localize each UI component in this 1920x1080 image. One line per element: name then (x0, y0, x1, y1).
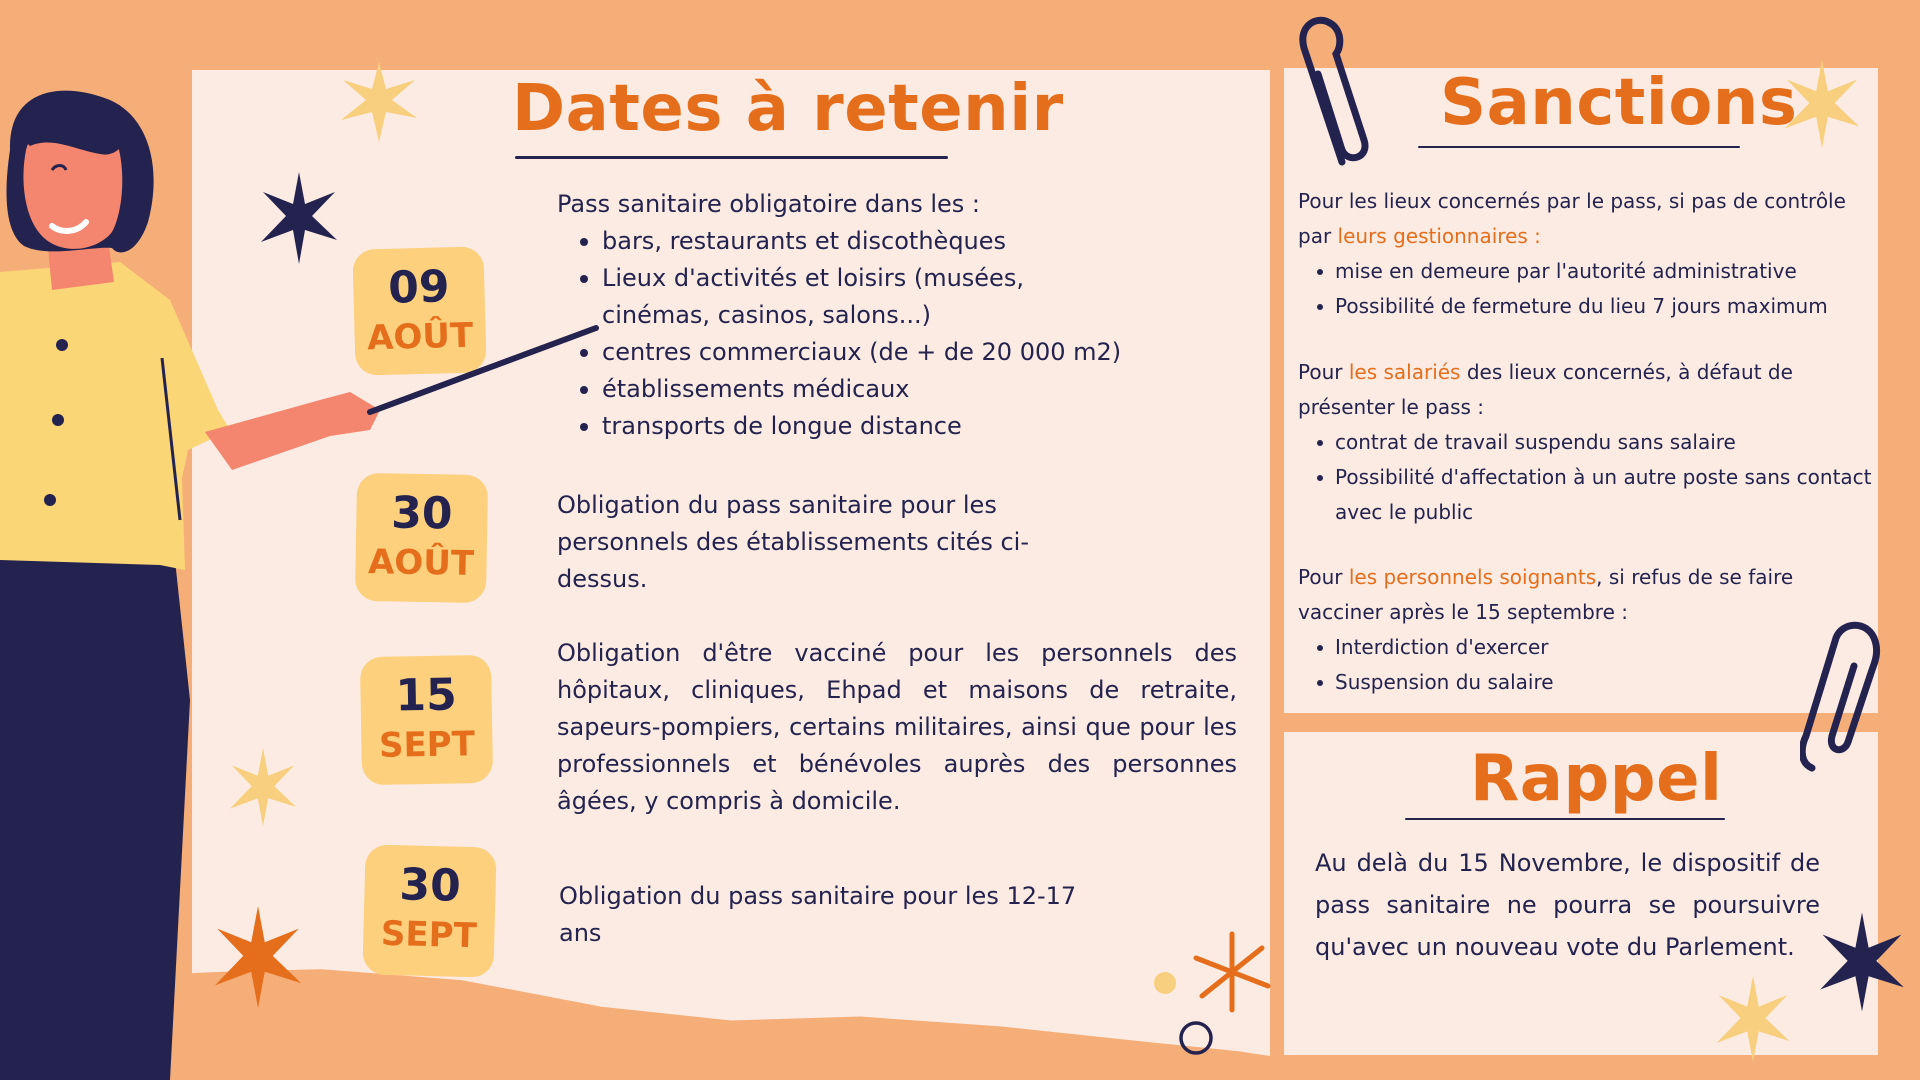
date-text-30-aout: Obligation du pass sanitaire pour les personnels des établissements cités ci-dessus. (557, 491, 1029, 593)
date-text-09-aout (557, 186, 1217, 445)
sanction-intro: Pour les salariés des lieux concernés, à défaut de présenter le pass : (1298, 360, 1793, 419)
list-item: contrat de travail suspendu sans salaire (1335, 425, 1873, 460)
list-item: mise en demeure par l'autorité administrative (1335, 254, 1873, 289)
paperclip-icon (1280, 12, 1370, 172)
sanction-bullet-list (1298, 630, 1873, 700)
dot-icon (1153, 971, 1177, 995)
sanction-intro: Pour les lieux concernés par le pass, si pas de contrôle par leurs gestionnaires : (1298, 189, 1846, 248)
date-day: 30 (398, 859, 462, 912)
sanction-highlight: les salariés (1348, 360, 1461, 384)
list-item: Suspension du salaire (1335, 665, 1873, 700)
sanction-highlight: leurs gestionnaires : (1337, 224, 1541, 248)
date-text-15-sept: Obligation d'être vacciné pour les personnels des hôpitaux, cliniques, Ehpad et maisons de retraite, sapeurs-pompiers, certains militaires, ainsi que pour les professionnels et bénévoles auprès des personnes âgées, y compris à domicile. (557, 639, 1237, 815)
rappel-text: Au delà du 15 Novembre, le dispositif de pass sanitaire ne pourra se poursuivre qu'avec un nouveau vote du Parlement. (1315, 849, 1820, 961)
dates-title: Dates à retenir (512, 72, 1064, 146)
date-bullet-list (557, 223, 1217, 445)
date-intro: Pass sanitaire obligatoire dans les : (557, 190, 980, 218)
presenter-illustration (0, 0, 600, 1080)
star-icon (1780, 60, 1864, 148)
sanction-bullet-list (1298, 254, 1873, 324)
list-item: centres commerciaux (de + de 20 000 m2) (602, 334, 1217, 371)
rappel-title-underline (1405, 818, 1725, 820)
list-item: Possibilité de fermeture du lieu 7 jours maximum (1335, 289, 1873, 324)
list-item: Interdiction d'exercer (1335, 630, 1873, 665)
list-item: établissements médicaux (602, 371, 1217, 408)
ring-icon (1177, 1019, 1215, 1057)
date-month: AOÛT (366, 315, 474, 359)
star-icon (1818, 912, 1906, 1012)
rappel-title: Rappel (1470, 742, 1723, 816)
list-item: transports de longue distance (602, 408, 1217, 445)
list-item: bars, restaurants et discothèques (602, 223, 1217, 260)
sanction-group-soignants (1298, 560, 1873, 700)
sanction-highlight: les personnels soignants (1348, 565, 1597, 589)
sanction-group-salaries (1298, 355, 1873, 530)
date-day: 30 (390, 487, 453, 540)
list-item: Possibilité d'affectation à un autre poste sans contact avec le public (1335, 460, 1873, 530)
star-icon (1714, 976, 1792, 1062)
sanctions-title: Sanctions (1440, 66, 1798, 140)
date-day: 09 (387, 261, 451, 314)
sanction-bullet-list (1298, 425, 1873, 530)
date-day: 15 (395, 669, 458, 722)
sanction-intro: Pour les personnels soignants, si refus de se faire vacciner après le 15 septembre : (1298, 565, 1794, 624)
paperclip-icon (1800, 618, 1890, 778)
sanction-group-lieux (1298, 184, 1873, 324)
date-month: SEPT (378, 724, 476, 766)
list-item: Lieux d'activités et loisirs (musées, cinémas, casinos, salons...) (602, 260, 1062, 334)
date-text-30-sept: Obligation du pass sanitaire pour les 12-17 ans (559, 882, 1077, 947)
sanctions-title-underline (1418, 146, 1740, 148)
date-month: SEPT (380, 913, 478, 957)
asterisk-icon (1190, 930, 1274, 1014)
date-month: AOÛT (367, 542, 475, 584)
